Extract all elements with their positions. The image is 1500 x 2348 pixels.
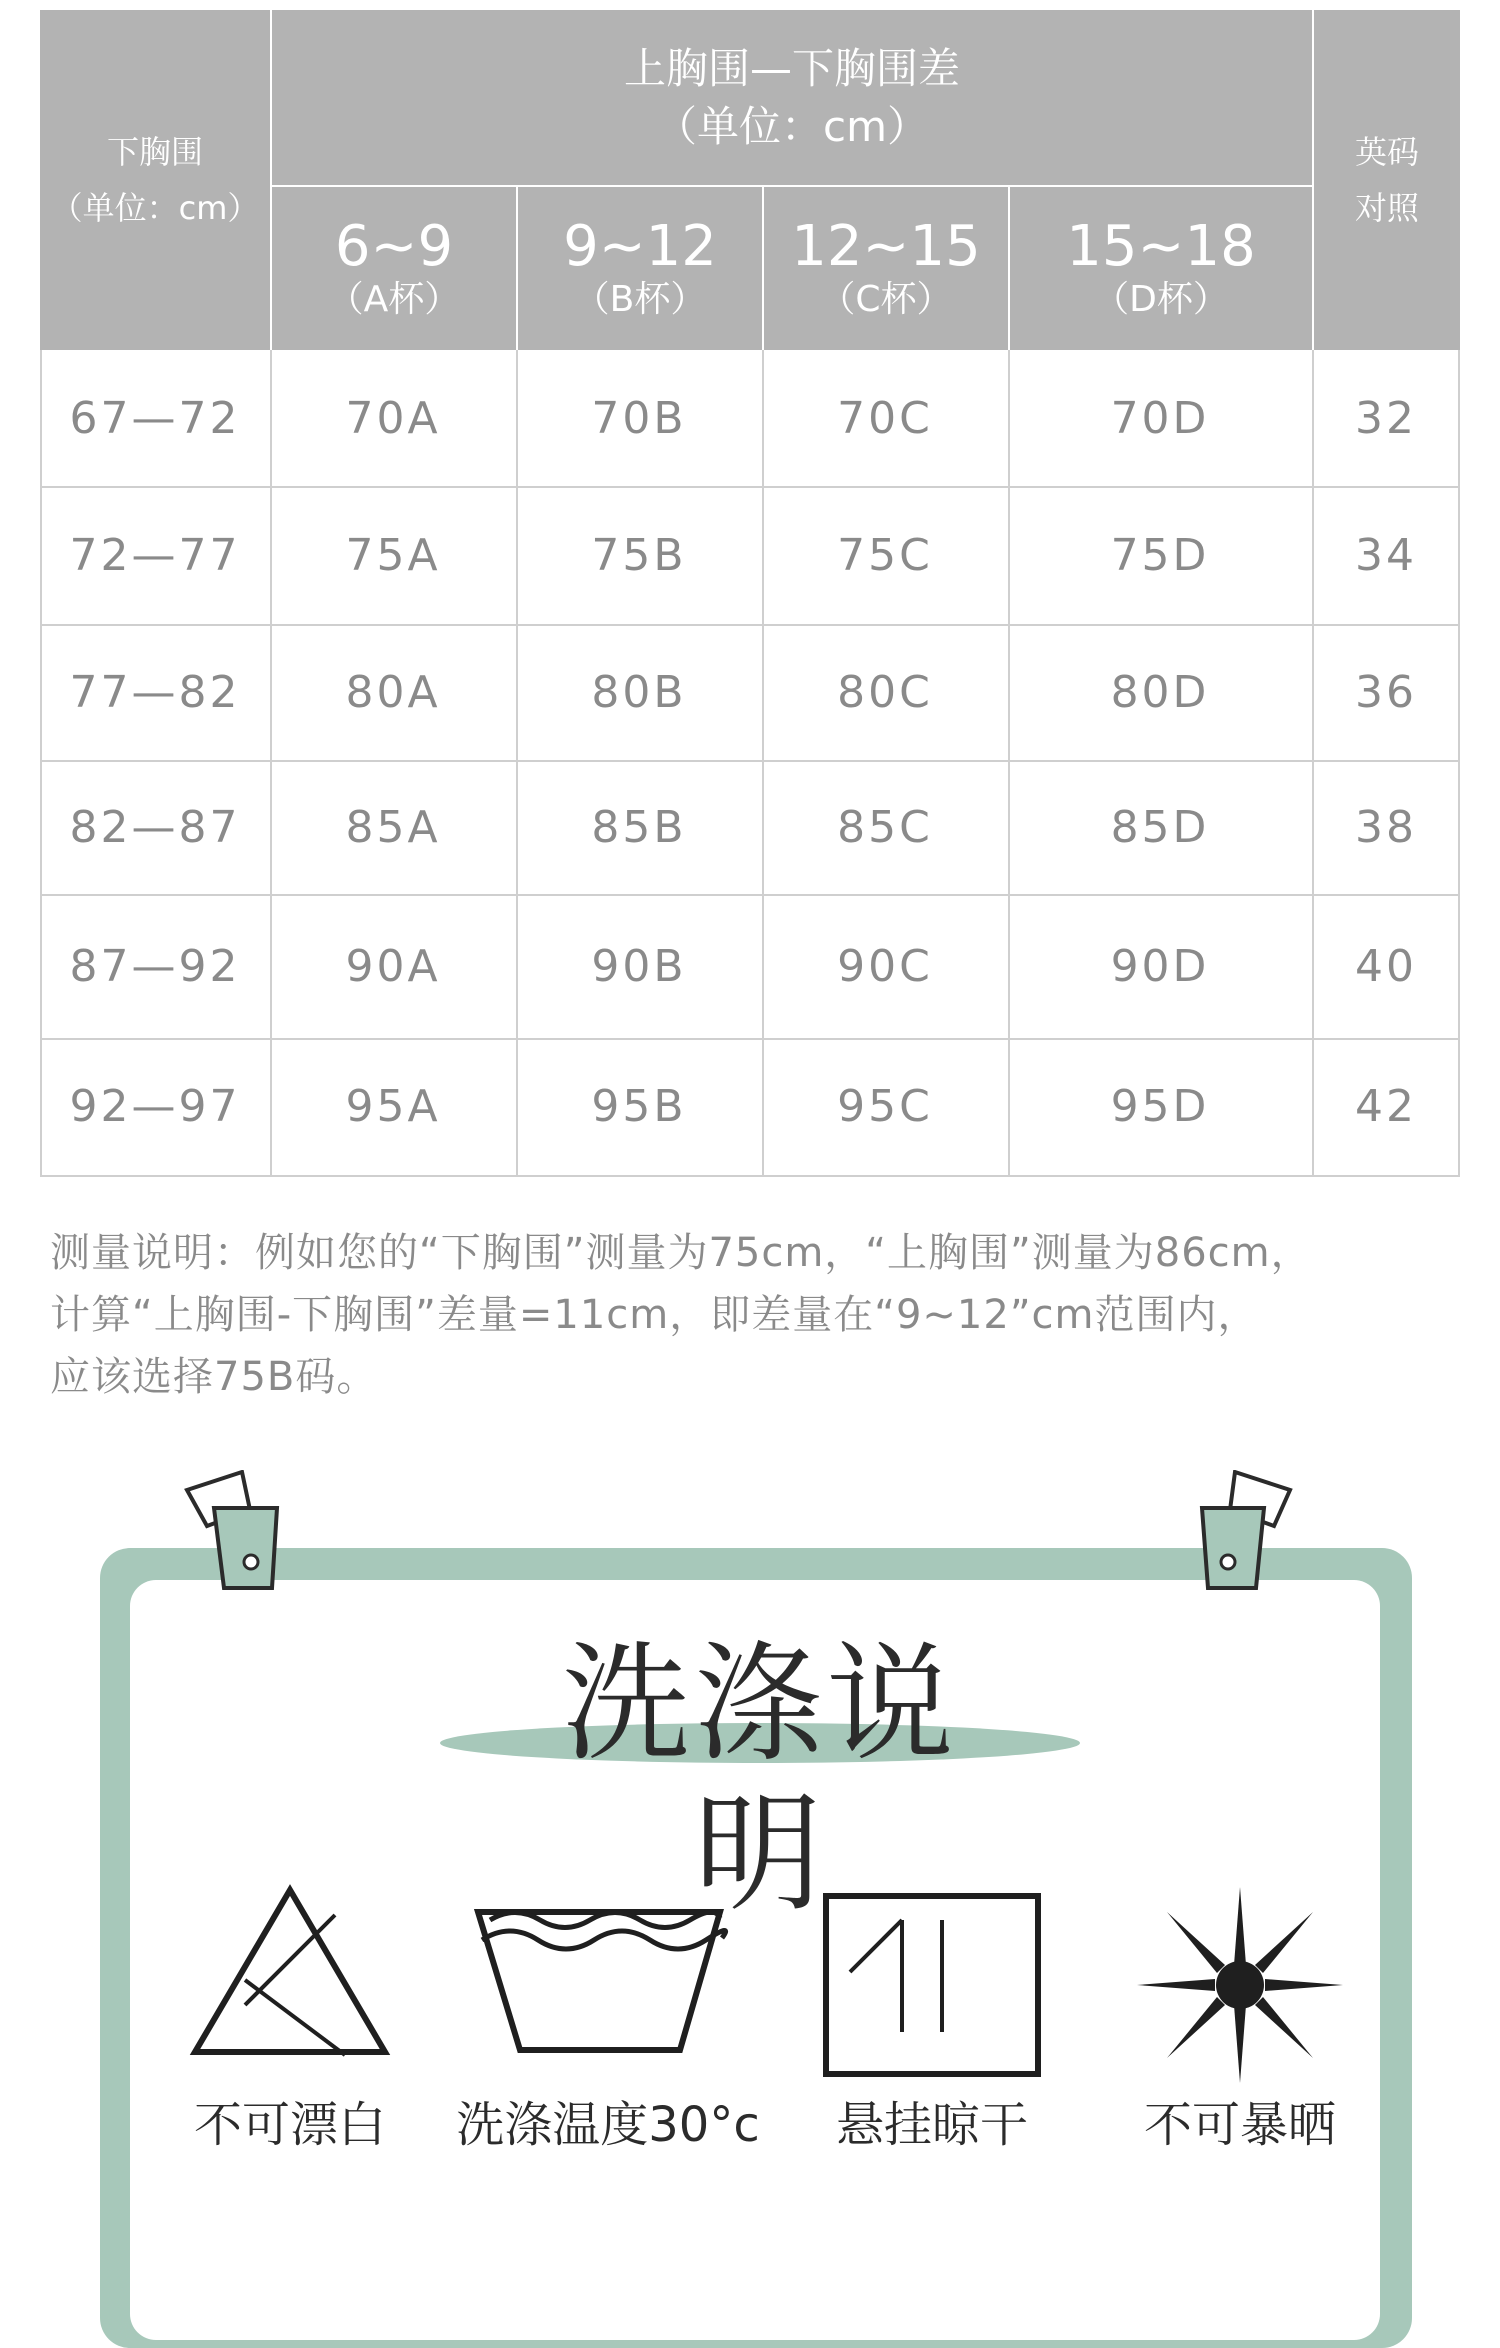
uk-size-cell: 40 bbox=[1355, 940, 1417, 992]
underbust-header-title: 下胸围 bbox=[106, 133, 203, 171]
wash-label: 洗涤温度30°c bbox=[456, 2097, 760, 2153]
header-divider bbox=[270, 10, 272, 350]
wash-label: 不可暴晒 bbox=[1143, 2097, 1336, 2153]
wash-label: 不可漂白 bbox=[193, 2097, 386, 2153]
wash-30-icon bbox=[470, 1900, 730, 2060]
diff-header-title: 上胸围—下胸围差 bbox=[623, 43, 960, 93]
size-cell: 75D bbox=[1110, 529, 1210, 581]
header-divider bbox=[762, 187, 764, 350]
underbust-cell: 92—97 bbox=[69, 1081, 241, 1132]
paper-clip-icon bbox=[182, 1470, 292, 1600]
size-table bbox=[40, 10, 1460, 1177]
cup-column-header bbox=[518, 187, 762, 350]
uk-size-header-line2: 对照 bbox=[1354, 189, 1419, 227]
cup-label: （A杯） bbox=[327, 278, 461, 320]
size-cell: 70D bbox=[1110, 392, 1210, 444]
no-bleach-icon bbox=[185, 1880, 395, 2060]
size-cell: 80C bbox=[837, 666, 933, 718]
underbust-cell: 87—92 bbox=[69, 940, 241, 992]
size-cell: 85C bbox=[837, 801, 933, 853]
size-cell: 90B bbox=[591, 940, 687, 992]
size-cell: 85A bbox=[345, 801, 441, 853]
size-cell: 75A bbox=[345, 529, 441, 581]
size-cell: 75B bbox=[591, 529, 687, 581]
size-cell: 95C bbox=[837, 1081, 933, 1132]
header-divider bbox=[1008, 187, 1010, 350]
underbust-cell: 77—82 bbox=[69, 666, 241, 718]
note-line: 应该选择75B码。 bbox=[50, 1354, 378, 1400]
grid-line bbox=[40, 1175, 1460, 1177]
cup-range: 12~15 bbox=[791, 213, 981, 279]
uk-size-cell: 32 bbox=[1355, 392, 1417, 444]
size-cell: 85B bbox=[591, 801, 687, 853]
size-cell: 90C bbox=[837, 940, 933, 992]
underbust-header bbox=[40, 10, 270, 350]
diff-header-unit: （单位：cm） bbox=[654, 101, 929, 151]
size-cell: 85D bbox=[1110, 801, 1210, 853]
size-cell: 95A bbox=[345, 1081, 441, 1132]
underbust-cell: 82—87 bbox=[69, 801, 241, 853]
size-cell: 95D bbox=[1110, 1081, 1210, 1132]
cup-label: （C杯） bbox=[819, 278, 953, 320]
size-cell: 90A bbox=[345, 940, 441, 992]
size-cell: 70B bbox=[591, 392, 687, 444]
cup-label: （B杯） bbox=[573, 278, 707, 320]
uk-size-header-line1: 英码 bbox=[1354, 133, 1419, 171]
header-divider bbox=[1312, 10, 1314, 350]
size-cell: 95B bbox=[591, 1081, 687, 1132]
paper-clip-icon bbox=[1190, 1470, 1300, 1600]
uk-size-cell: 34 bbox=[1355, 529, 1417, 581]
cup-range: 6~9 bbox=[334, 213, 454, 279]
note-line: 测量说明：例如您的“下胸围”测量为75cm，“上胸围”测量为86cm， bbox=[50, 1230, 1312, 1276]
size-cell: 70A bbox=[345, 392, 441, 444]
cup-column-header bbox=[1010, 187, 1312, 350]
cup-range: 9~12 bbox=[563, 213, 717, 279]
no-sun-icon bbox=[1135, 1885, 1345, 2085]
underbust-cell: 67—72 bbox=[69, 392, 241, 444]
uk-size-cell: 38 bbox=[1355, 801, 1417, 853]
header-divider bbox=[516, 187, 518, 350]
hang-dry-icon bbox=[822, 1892, 1042, 2082]
wash-title: 洗涤说明 bbox=[561, 1630, 958, 1929]
size-cell: 80D bbox=[1110, 666, 1210, 718]
cup-column-header bbox=[272, 187, 516, 350]
uk-size-header bbox=[1314, 10, 1460, 350]
size-cell: 80B bbox=[591, 666, 687, 718]
uk-size-cell: 36 bbox=[1355, 666, 1417, 718]
underbust-header-unit: （单位：cm） bbox=[50, 189, 260, 227]
size-cell: 90D bbox=[1110, 940, 1210, 992]
wash-label: 悬挂晾干 bbox=[835, 2097, 1028, 2153]
size-cell: 80A bbox=[345, 666, 441, 718]
underbust-cell: 72—77 bbox=[69, 529, 241, 581]
measurement-note bbox=[50, 1222, 1470, 1408]
diff-header bbox=[272, 10, 1312, 185]
note-line: 计算“上胸围-下胸围”差量=11cm，即差量在“9~12”cm范围内， bbox=[50, 1292, 1259, 1338]
header-divider bbox=[270, 185, 1314, 187]
cup-range: 15~18 bbox=[1066, 213, 1256, 279]
uk-size-cell: 42 bbox=[1355, 1081, 1417, 1132]
size-cell: 70C bbox=[837, 392, 933, 444]
size-cell: 75C bbox=[837, 529, 933, 581]
cup-column-header bbox=[764, 187, 1008, 350]
cup-label: （D杯） bbox=[1093, 278, 1229, 320]
